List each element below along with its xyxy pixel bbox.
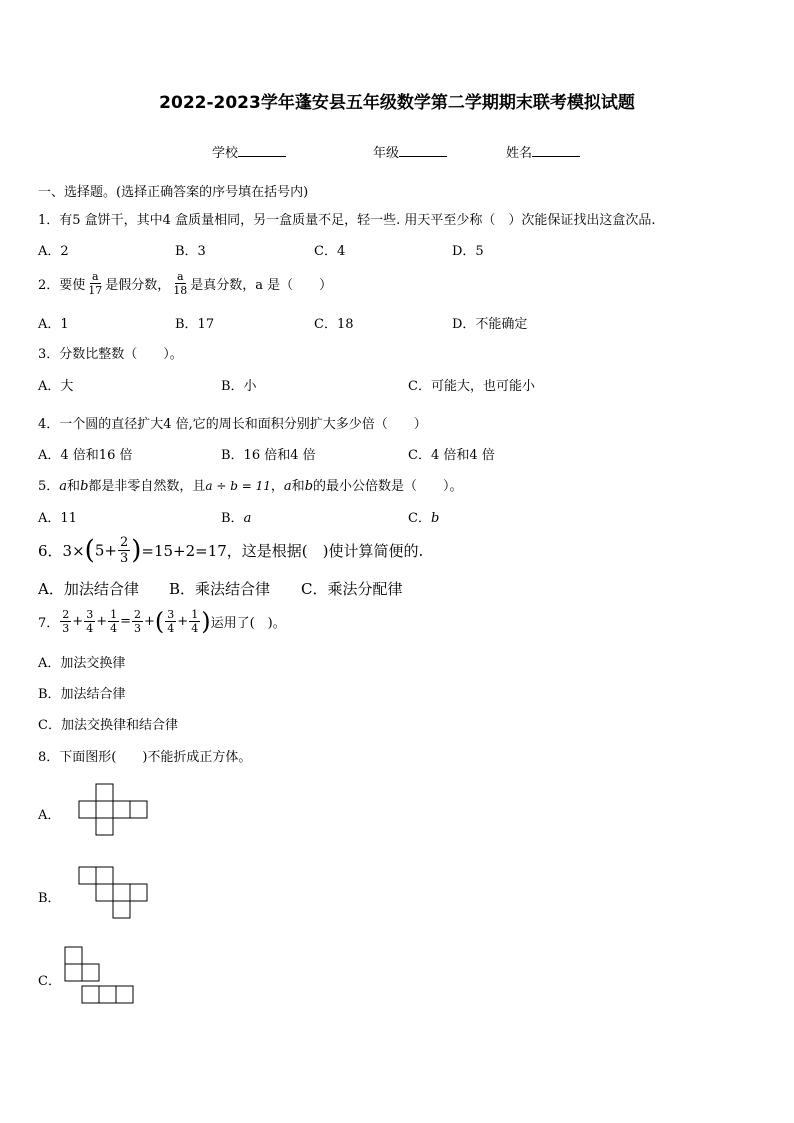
- q2-frac1-num: a: [92, 270, 99, 283]
- net-c-square: [82, 986, 99, 1003]
- q7-left-paren: (: [154, 607, 165, 636]
- school-label: 学校: [212, 146, 239, 161]
- net-a-square: [79, 801, 96, 818]
- q7-plus-2: +: [96, 614, 108, 629]
- q1-option-d: D．5: [452, 244, 484, 259]
- net-b-square: [113, 901, 130, 918]
- q5-text-3: ，: [270, 479, 284, 494]
- q7-plus-4: +: [177, 614, 189, 629]
- q1-option-b: B．3: [175, 244, 206, 259]
- q6-frac-den: 3: [119, 551, 129, 566]
- net-c-square: [99, 986, 116, 1003]
- q2-fraction-1: [86, 270, 104, 297]
- q8-option-b-label: B．: [38, 891, 61, 906]
- q5-var-a2: a: [283, 479, 292, 494]
- q6-option-b: B．乘法结合律: [169, 580, 271, 598]
- q2-frac2-num: a: [177, 270, 184, 283]
- q5-text-4: 和: [291, 479, 305, 494]
- q7-num: 7．: [38, 616, 60, 631]
- q3-option-b: B．小: [221, 379, 257, 394]
- net-a-square: [96, 801, 113, 818]
- q3-option-c: C．可能大，也可能小: [408, 379, 535, 394]
- q4-option-b: B．16 倍和4 倍: [221, 448, 316, 463]
- q2-suffix: 是真分数，a 是（ ）: [190, 278, 333, 293]
- q7-frac-6: [189, 608, 200, 635]
- q7-suffix: 运用了( )。: [210, 616, 286, 631]
- q5-option-b-var: a: [243, 511, 252, 526]
- q4-option-c: C．4 倍和4 倍: [408, 448, 495, 463]
- q8-net-a: [78, 783, 152, 841]
- question-5-stem: [38, 475, 463, 494]
- q5-var-a: a: [59, 479, 68, 494]
- question-7-stem: [38, 608, 286, 635]
- q7-plus-3: +: [144, 614, 155, 629]
- q7-f6-den: 4: [191, 622, 199, 635]
- q7-f4-den: 3: [134, 622, 141, 635]
- q7-plus-1: +: [72, 614, 84, 629]
- question-8-stem: 8．下面图形( )不能折成正方体。: [38, 750, 252, 765]
- q5-option-b: [221, 507, 251, 526]
- q5-option-c-label: C．: [408, 511, 431, 526]
- q2-fraction-2: [171, 270, 189, 297]
- q7-option-a: A．加法交换律: [38, 656, 126, 671]
- q5-option-a: A．11: [38, 511, 77, 526]
- q5-var-b: b: [80, 479, 89, 494]
- net-a-square: [130, 801, 147, 818]
- net-b-square: [96, 867, 113, 884]
- q7-f5-num: 3: [167, 608, 175, 621]
- q7-frac-3: [108, 608, 119, 635]
- q7-equals: =: [120, 614, 131, 629]
- net-b-square: [79, 867, 96, 884]
- q2-option-d: D．不能确定: [452, 317, 528, 332]
- q7-option-b: B．加法结合律: [38, 687, 126, 702]
- q6-option-c: C．乘法分配律: [301, 580, 403, 598]
- net-b-square: [96, 884, 113, 901]
- net-c-square: [116, 986, 133, 1003]
- q2-option-a: A．1: [38, 317, 69, 332]
- q2-option-c: C．18: [314, 317, 354, 332]
- q2-frac2-den: 18: [173, 284, 188, 297]
- question-6-stem: [38, 535, 423, 566]
- q6-num: 6．3×: [38, 542, 85, 560]
- q8-option-a-label: A．: [38, 808, 61, 823]
- q5-num: 5．: [38, 479, 60, 494]
- net-a-square: [113, 801, 130, 818]
- question-2-stem: [38, 270, 332, 297]
- net-c-square: [65, 947, 82, 964]
- q6-inner: 5+: [94, 541, 117, 560]
- q5-text-5: 的最小公倍数是（ ）。: [313, 479, 463, 494]
- q7-f1-den: 3: [62, 622, 70, 635]
- q5-equation: a ÷ b = 11: [205, 479, 271, 493]
- net-c-square: [65, 964, 82, 981]
- net-a-square: [96, 818, 113, 835]
- net-a-square: [96, 784, 113, 801]
- q7-f6-num: 1: [191, 608, 199, 621]
- q5-option-c: [408, 507, 439, 526]
- school-blank: [238, 144, 286, 157]
- q6-option-a: A．加法结合律: [38, 580, 139, 598]
- q5-option-b-label: B．: [221, 511, 244, 526]
- question-1-stem: 1．有5 盒饼干，其中4 盒质量相同，另一盒质量不足，轻一些. 用天平至少称（ ）次能保证找出这盒次品.: [38, 213, 656, 228]
- q7-frac-4: [132, 608, 143, 635]
- grade-field: [373, 142, 447, 161]
- net-b-square: [113, 884, 130, 901]
- q7-option-c: C．加法交换律和结合律: [38, 718, 178, 733]
- q2-option-b: B．17: [175, 317, 215, 332]
- page-title: 2022-2023学年蓬安县五年级数学第二学期期末联考模拟试题: [159, 93, 635, 113]
- q7-f2-den: 4: [86, 622, 94, 635]
- q7-f3-den: 4: [110, 622, 118, 635]
- q1-option-a: A．2: [38, 244, 69, 259]
- q7-frac-5: [165, 608, 176, 635]
- q7-f4-num: 2: [134, 608, 141, 621]
- q2-mid: 是假分数，: [105, 278, 171, 293]
- q6-rest: =15+2=17，这是根据( )使计算简便的.: [141, 542, 424, 560]
- section-heading: 一、选择题。(选择正确答案的序号填在括号内): [38, 185, 309, 200]
- q7-frac-2: [84, 608, 95, 635]
- q5-var-b2: b: [304, 479, 314, 494]
- name-field: [506, 142, 580, 161]
- q3-option-a: A．大: [38, 379, 74, 394]
- net-b-square: [130, 884, 147, 901]
- q7-f3-num: 1: [110, 608, 118, 621]
- q6-right-paren: ): [131, 535, 142, 566]
- q6-left-paren: (: [84, 535, 95, 566]
- q8-net-c: [64, 946, 138, 1008]
- q5-text-1: 和: [67, 479, 81, 494]
- q4-option-a: A．4 倍和16 倍: [38, 448, 133, 463]
- q1-option-c: C．4: [314, 244, 346, 259]
- q8-option-c-label: C．: [38, 974, 61, 989]
- q8-net-b: [78, 866, 152, 924]
- grade-label: 年级: [373, 146, 400, 161]
- q7-f5-den: 4: [167, 622, 175, 635]
- q7-f1-num: 2: [62, 608, 70, 621]
- q5-option-c-var: b: [430, 511, 440, 526]
- name-label: 姓名: [506, 146, 533, 161]
- q7-frac-1: [60, 608, 71, 635]
- net-c-square: [82, 964, 99, 981]
- question-3-stem: 3．分数比整数（ ）。: [38, 347, 183, 362]
- question-4-stem: 4．一个圆的直径扩大4 倍,它的周长和面积分别扩大多少倍（ ）: [38, 417, 427, 432]
- q2-prefix: 2．要使: [38, 278, 86, 293]
- name-blank: [532, 144, 580, 157]
- q7-right-paren: ): [201, 607, 211, 636]
- q2-frac1-den: 17: [88, 284, 103, 297]
- school-field: [212, 142, 286, 161]
- q5-text-2: 都是非零自然数，且: [88, 479, 206, 494]
- q7-f2-num: 3: [86, 608, 94, 621]
- grade-blank: [399, 144, 447, 157]
- q6-frac-num: 2: [119, 535, 129, 550]
- q6-fraction: [118, 535, 130, 566]
